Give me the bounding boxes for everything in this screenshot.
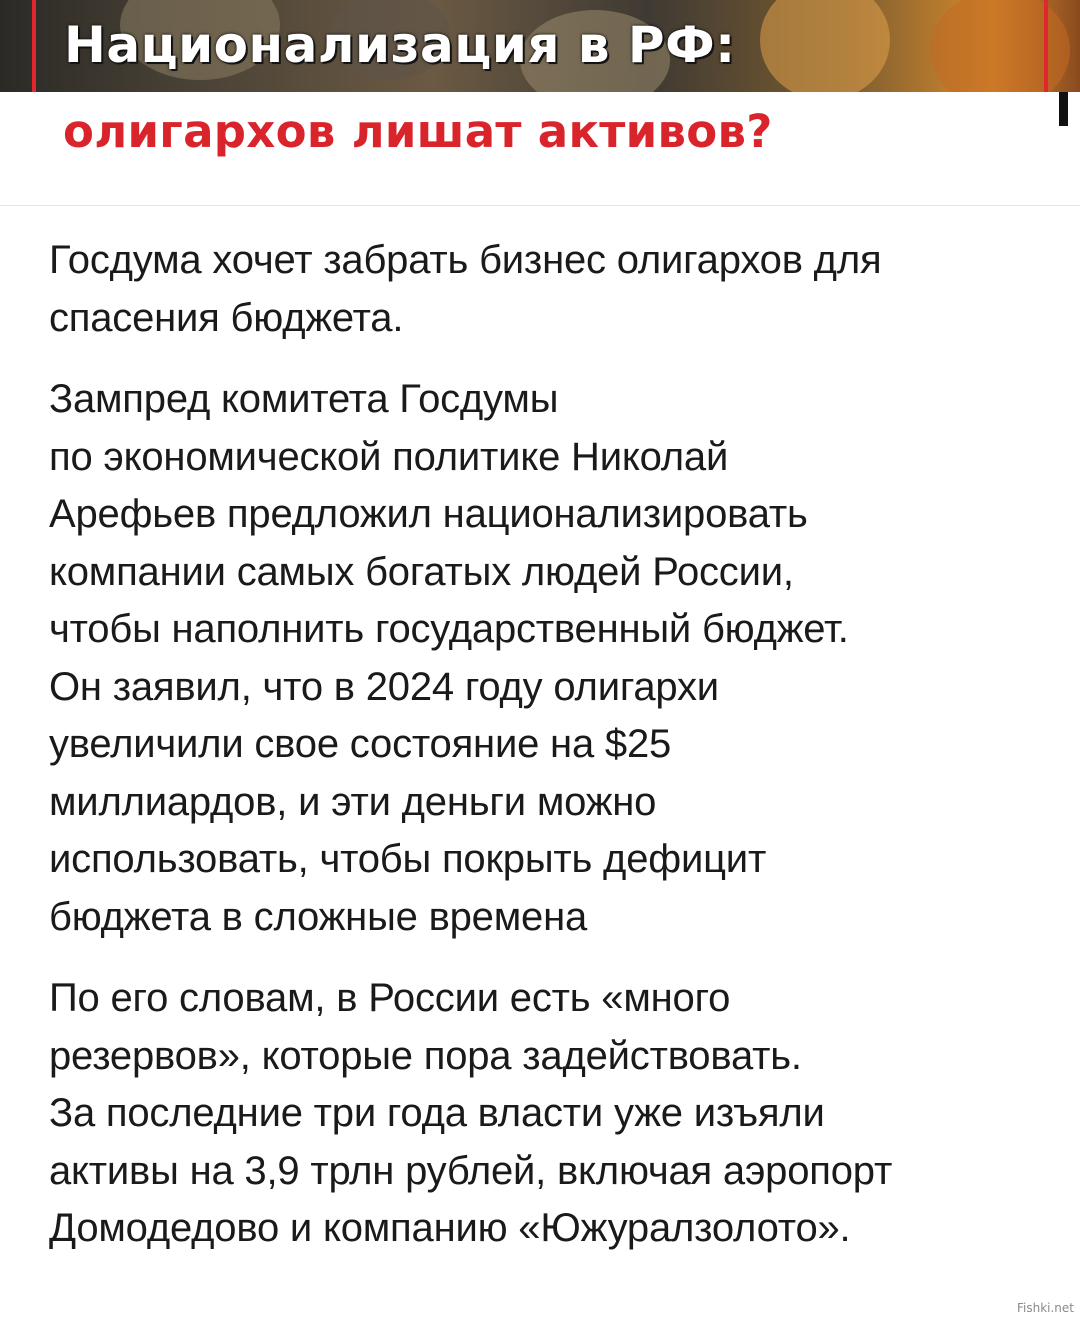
- article-line: Зампред комитета Госдумы: [49, 377, 559, 421]
- banner-edge-bar: [1059, 92, 1068, 126]
- header-divider: [0, 205, 1080, 206]
- article-line: бюджета в сложные времена: [49, 894, 588, 939]
- article-line: Домодедово и компанию «Южуралзолото».: [49, 1206, 851, 1250]
- article-line: За последние три года власти уже изъяли: [49, 1091, 825, 1135]
- article-line: миллиардов, и эти деньги можно: [49, 779, 657, 824]
- article-line: спасения бюджета.: [49, 295, 404, 340]
- article-line: активы на 3,9 трлн рублей, включая аэропорт: [49, 1148, 893, 1193]
- article-line: Госдума хочет забрать бизнес олигархов для: [49, 238, 882, 282]
- article-paragraph: [49, 970, 1059, 1258]
- article-paragraph: [49, 232, 1059, 347]
- watermark: Fishki.net: [1016, 1301, 1074, 1315]
- article-line: использовать, чтобы покрыть дефицит: [49, 837, 767, 881]
- article-line: По его словам, в России есть «много: [49, 976, 731, 1020]
- article-line: компании самых богатых людей России,: [49, 549, 794, 594]
- article-body: [49, 232, 1059, 1282]
- headline-title: Национализация в РФ:: [64, 16, 736, 74]
- article-line: Он заявил, что в 2024 году олигархи: [49, 664, 719, 709]
- article-line: по экономической политике Николай: [49, 434, 729, 479]
- article-paragraph: [49, 371, 1059, 946]
- header-banner-image: [0, 0, 1080, 92]
- article-line: чтобы наполнить государственный бюджет.: [49, 607, 849, 651]
- article-line: увеличили свое состояние на $25: [49, 722, 672, 766]
- headline-subtitle: олигархов лишат активов?: [63, 105, 773, 158]
- article-line: резервов», которые пора задействовать.: [49, 1033, 802, 1078]
- article-line: Арефьев предложил национализировать: [49, 492, 808, 536]
